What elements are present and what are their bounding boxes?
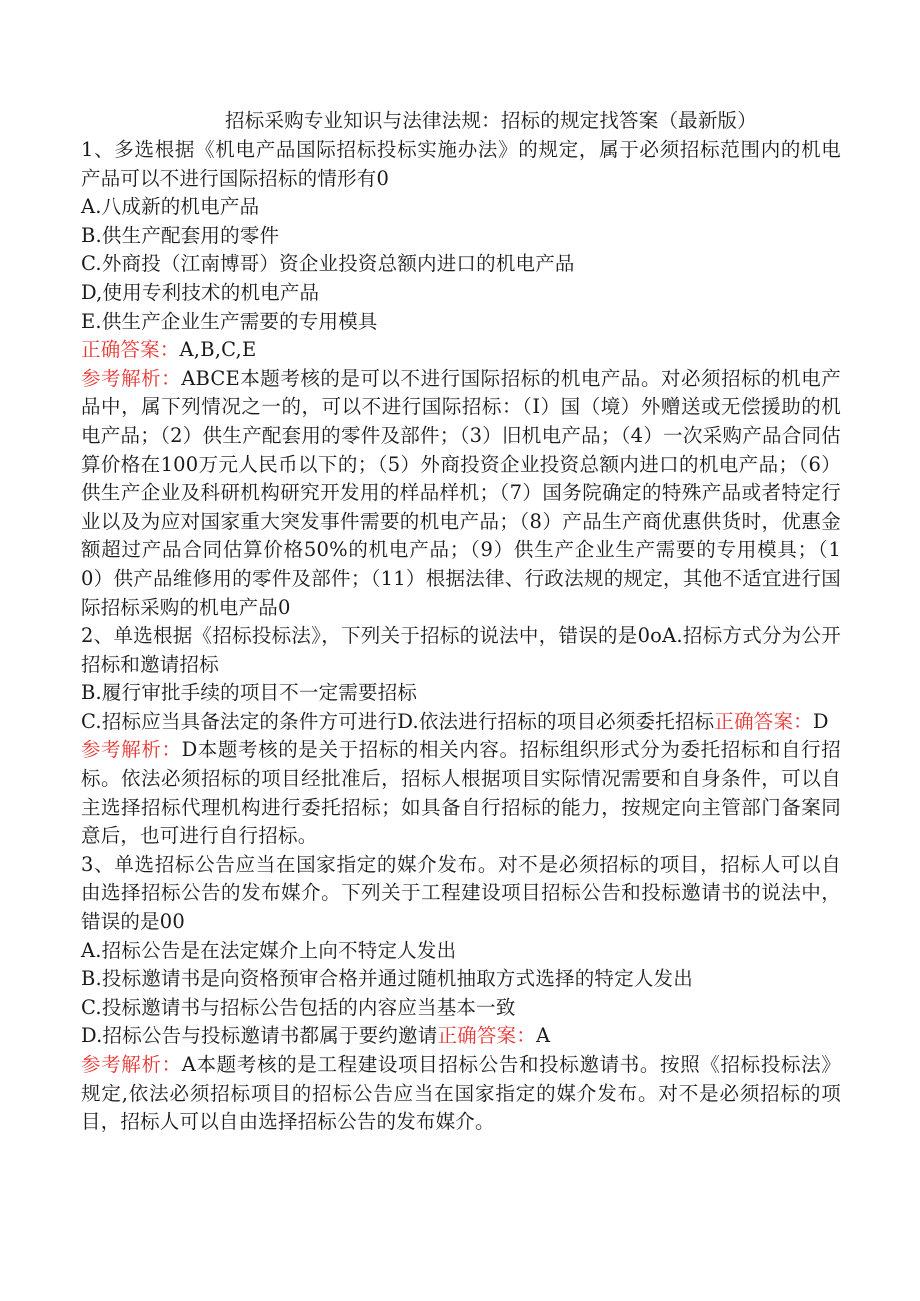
analysis-text: ABCE本题考核的是可以不进行国际招标的机电产品。对必须招标的机电产品中，属下列情况之一的，可以不进行国际招标：（I）国（境）外赠送或无偿援助的机电产品；（2）供生产配套用的零件及部件；（3）旧机电产品；（4）一次采购产品合同估算价格在100万元人民币以下的；（5）外商投资企业投资总额内进口的机电产品；（6）供生产企业及科研机构研究开发用的样品样机；（7）国务院确定的特殊产品或者特定行业以及为应对国家重大突发事件需要的机电产品；（8）产品生产商优惠供货时，优惠金额超过产品合同估算价格50%的机电产品；（9）供生产企业生产需要的专用模具；（10）供产品维修用的零件及部件；（11）根据法律、行政法规的规定，其他不适宜进行国际招标采购的机电产品0 (81, 366, 841, 619)
analysis-paragraph (81, 736, 841, 850)
analysis-label: 参考解析： (81, 738, 182, 762)
option-c-d-answer-line (81, 708, 841, 737)
option-e: E.供生产企业生产需要的专用模具 (81, 309, 378, 333)
answer-label: 正确答案： (714, 709, 813, 733)
question-stem: 3、单选招标公告应当在国家指定的媒介发布。对不是必须招标的项目，招标人可以自由选择招标公告的发布媒介。下列关于工程建设项目招标公告和投标邀请书的说法中，错误的是00 (81, 852, 841, 934)
answer-value: A (535, 1024, 551, 1048)
option-c: C.外商投（江南博哥）资企业投资总额内进口的机电产品 (81, 252, 575, 276)
option-c: C.投标邀请书与招标公告包括的内容应当基本一致 (81, 995, 516, 1019)
analysis-paragraph (81, 1051, 841, 1137)
question-3 (81, 851, 841, 1137)
analysis-text: A本题考核的是工程建设项目招标公告和投标邀请书。按照《招标投标法》规定,依法必须招标项目的招标公告应当在国家指定的媒介发布。对不是必须招标的项目，招标人可以自由选择招标公告的发布媒介。 (81, 1053, 841, 1134)
answer-value: A,B,C,E (179, 338, 257, 362)
analysis-paragraph (81, 365, 841, 622)
answer-label: 正确答案： (437, 1024, 536, 1048)
option-d-answer-line (81, 1022, 841, 1051)
document-page (81, 106, 841, 1137)
page-title: 招标采购专业知识与法律法规：招标的规定找答案（最新版） (225, 109, 757, 132)
option-c-d: C.招标应当具备法定的条件方可进行D.依法进行招标的项目必须委托招标 (81, 709, 715, 733)
option-b: B.履行审批手续的项目不一定需要招标 (81, 681, 418, 705)
answer-value: D (812, 709, 829, 733)
analysis-label: 参考解析： (81, 366, 182, 390)
question-1 (81, 136, 841, 622)
option-a: A.招标公告是在法定媒介上向不特定人发出 (81, 938, 457, 962)
option-d: D,使用专利技术的机电产品 (81, 280, 320, 304)
analysis-text: D本题考核的是关于招标的相关内容。招标组织形式分为委托招标和自行招标。依法必须招标的项目经批准后，招标人根据项目实际情况需要和自身条件，可以自主选择招标代理机构进行委托招标；如具备自行招标的能力，按规定向主管部门备案同意后，也可进行自行招标。 (81, 738, 841, 848)
question-stem: 1、多选根据《机电产品国际招标投标实施办法》的规定，属于必须招标范围内的机电产品可以不进行国际招标的情形有0 (81, 138, 841, 190)
question-stem: 2、单选根据《招标投标法》，下列关于招标的说法中，错误的是0oA.招标方式分为公开招标和邀请招标 (81, 624, 841, 676)
answer-line (81, 336, 841, 365)
answer-label: 正确答案： (81, 338, 180, 362)
option-a: A.八成新的机电产品 (81, 195, 260, 219)
option-d: D.招标公告与投标邀请书都属于要约邀请 (81, 1024, 438, 1048)
option-b: B.投标邀请书是向资格预审合格并通过随机抽取方式选择的特定人发出 (81, 967, 693, 991)
question-2 (81, 622, 841, 851)
option-b: B.供生产配套用的零件 (81, 223, 280, 247)
analysis-label: 参考解析： (81, 1053, 182, 1076)
